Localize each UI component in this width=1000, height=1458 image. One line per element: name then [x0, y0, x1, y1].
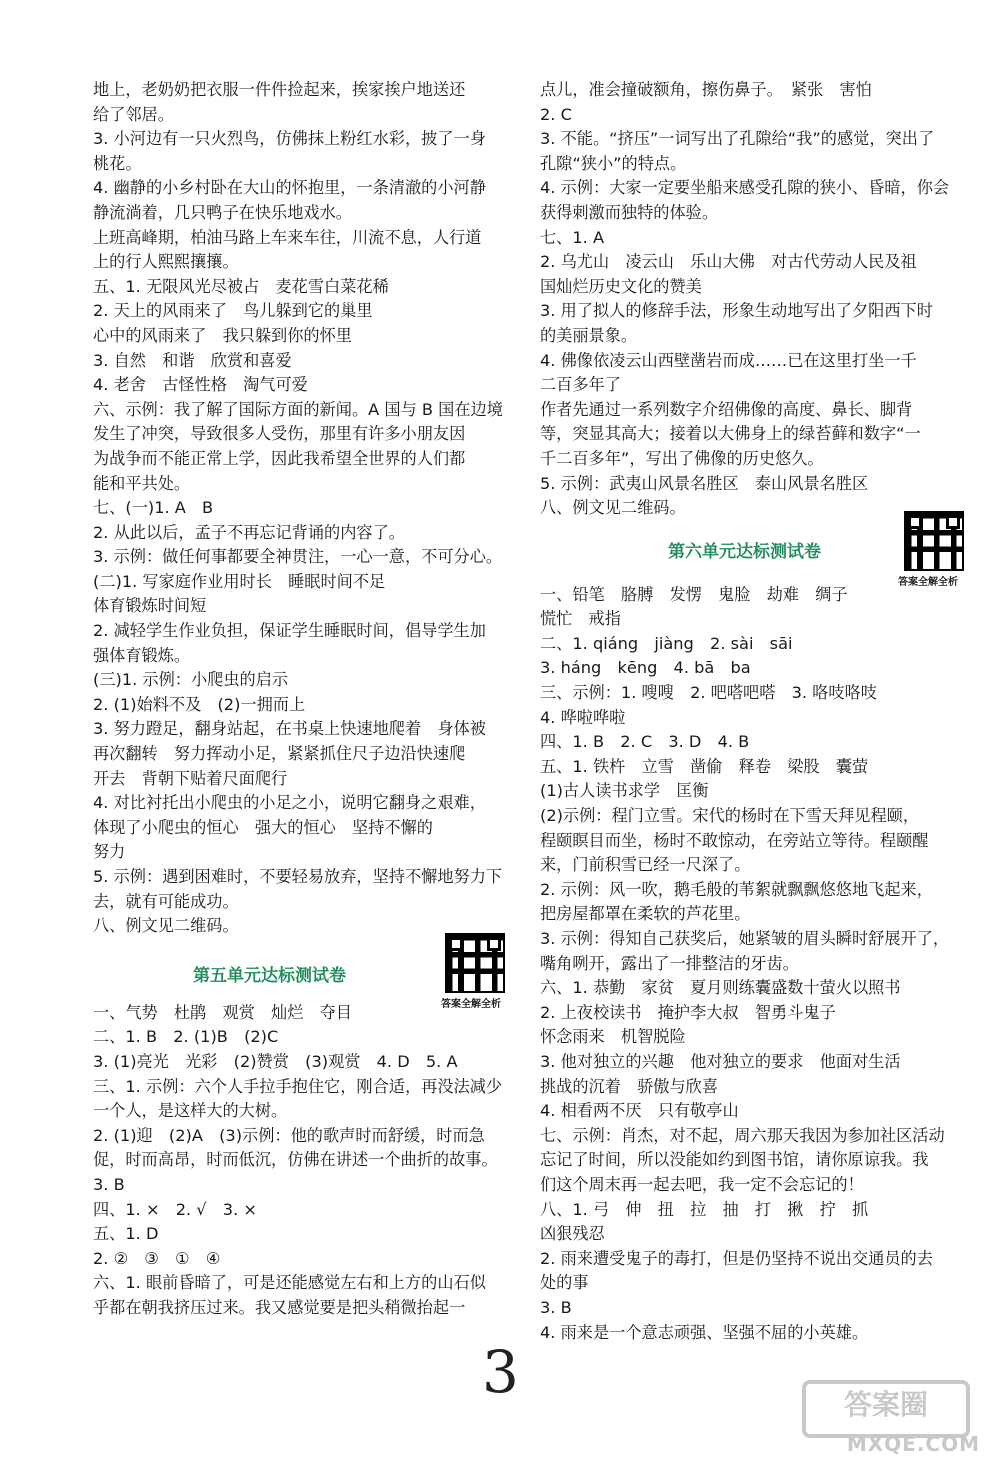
answer-line: 开去 背朝下贴着尺面爬行 [93, 768, 288, 788]
answer-line: 2. C [540, 104, 572, 124]
answer-line: 2. 示例：风一吹，鹅毛般的苇絮就飘飘悠悠地飞起来， [540, 879, 933, 899]
answer-line: 一个人，是这样大的大树。 [93, 1101, 288, 1121]
answer-line: (1)古人读书求学 匡衡 [540, 781, 709, 801]
answer-line: 努力 [93, 842, 126, 862]
watermark-logo: 答案圈 [802, 1380, 970, 1438]
answer-line: 3. 努力蹬足，翻身站起，在书桌上快速地爬着 身体被 [93, 719, 486, 739]
answer-line: 一、气势 杜鹃 观赏 灿烂 夺目 [93, 1002, 352, 1022]
qr-label: 答案全解全析 [441, 998, 501, 1010]
answer-line: 孔隙“狭小”的特点。 [540, 153, 687, 173]
answer-line: 4. 幽静的小乡村卧在大山的怀抱里，一条清澈的小河静 [93, 178, 486, 198]
answer-line: 桃花。 [93, 153, 142, 173]
section5-header [93, 939, 513, 1010]
answer-line: 发生了冲突，导致很多人受伤，那里有许多小朋友因 [93, 424, 466, 444]
answer-line: 六、1. 恭勤 家贫 夏月则练囊盛数十萤火以照书 [540, 978, 901, 998]
answer-line: 上班高峰期，柏油马路上车来车往，川流不息，人行道 [93, 227, 482, 247]
answer-line: 五、1. D [93, 1224, 159, 1244]
answer-line: 3. B [93, 1174, 125, 1194]
answer-line: 二、1. B 2. (1)B (2)C [93, 1027, 279, 1047]
answer-line: 七、1. A [540, 227, 605, 247]
answer-line: 2. 从此以后，孟子不再忘记背诵的内容了。 [93, 522, 405, 542]
right-answers-unit5 [540, 78, 970, 521]
answer-line: 3. háng kēng 4. bā ba [540, 658, 751, 678]
answer-line: 3. 自然 和谐 欣赏和喜爱 [93, 350, 292, 370]
answer-line: 上的行人熙熙攘攘。 [93, 252, 239, 272]
answer-line: 五、1. 无限风光尽被占 麦花雪白菜花稀 [93, 276, 389, 296]
answer-line: 心中的风雨来了 我只躲到你的怀里 [93, 325, 352, 345]
answer-line: 4. 老舍 古怪性格 淘气可爱 [93, 375, 308, 395]
answer-line: 乎都在朝我挤压过来。我又感觉要是把头稍微抬起一 [93, 1297, 466, 1317]
answer-line: 怀念雨来 机智脱险 [540, 1027, 686, 1047]
answer-line: 千二百多年”，写出了佛像的历史悠久。 [540, 448, 824, 468]
answer-line: 5. 示例：遇到困难时，不要轻易放弃，坚持不懈地努力下 [93, 867, 503, 886]
answer-line: 能和平共处。 [93, 473, 191, 493]
section5-title: 第五单元达标测试卷 [193, 965, 346, 986]
answer-line: (三)1. 示例：小爬虫的启示 [93, 670, 289, 690]
answer-line: 国灿烂历史文化的赞美 [540, 276, 702, 296]
answer-line: 三、1. 示例：六个人手拉手抱住它，刚合适，再没法减少 [93, 1076, 503, 1096]
answer-line: 3. 他对独立的兴趣 他对独立的要求 他面对生活 [540, 1051, 901, 1071]
answer-line: 3. 小河边有一只火烈鸟，仿佛抹上粉红水彩，披了一身 [93, 129, 486, 149]
answer-line: 5. 示例：武夷山风景名胜区 泰山风景名胜区 [540, 473, 869, 493]
answer-line: 四、1. × 2. √ 3. × [93, 1199, 257, 1219]
answer-line: 2. 乌尤山 凌云山 乐山大佛 对古代劳动人民及祖 [540, 252, 917, 272]
answer-line: 凶狠残忍 [540, 1224, 605, 1244]
answer-line: 给了邻居。 [93, 104, 174, 124]
answer-line: 七、(一)1. A B [93, 498, 214, 518]
answer-line: 四、1. B 2. C 3. D 4. B [540, 732, 750, 752]
answer-line: 4. 雨来是一个意志顽强、坚强不屈的小英雄。 [540, 1322, 869, 1342]
answer-line: 3. 示例：得知自己获奖后，她紧皱的眉头瞬时舒展开了， [540, 929, 950, 948]
answer-line: 七、示例：肖杰，对不起，周六那天我因为参加社区活动 [540, 1125, 945, 1145]
answer-line: 为战争而不能正常上学，因此我希望全世界的人们都 [93, 448, 466, 468]
answer-line: 把房屋都罩在柔软的芦花里。 [540, 904, 751, 924]
answer-line: 3. (1)亮光 光彩 (2)赞赏 (3)观赏 4. D 5. A [93, 1051, 458, 1071]
answer-line: 慌忙 戒指 [540, 609, 621, 629]
answer-line: 3. 用了拟人的修辞手法，形象生动地写出了夕阳西下时 [540, 301, 933, 321]
answer-line: 的美丽景象。 [540, 325, 638, 345]
answer-line: 2. 雨来遭受鬼子的毒打，但是仍坚持不说出交通员的去 [540, 1248, 933, 1268]
answer-line: 八、例文见二维码。 [93, 916, 239, 936]
answer-line: 4. 相看两不厌 只有敬亭山 [540, 1101, 739, 1121]
answer-line: 3. B [540, 1297, 572, 1317]
answer-line: (2)示例：程门立雪。宋代的杨时在下雪天拜见程颐， [540, 806, 920, 826]
answer-line: 六、示例：我了解了国际方面的新闻。A 国与 B 国在边境 [93, 399, 503, 419]
left-answers-unit4 [93, 78, 513, 939]
page-number: 3 [482, 1338, 519, 1406]
answer-line: 2. (1)始料不及 (2)一拥而上 [93, 694, 306, 714]
answer-line: 八、例文见二维码。 [540, 498, 686, 518]
answer-line: 3. 示例：做任何事都要全神贯注，一心一意，不可分心。 [93, 547, 503, 567]
answer-line: 4. 佛像依凌云山西壁凿岩而成……已在这里打坐一千 [540, 350, 917, 370]
answer-line: 一、铅笔 胳膊 发愣 鬼脸 劫难 绸子 [540, 584, 848, 604]
answer-line: 4. 对比衬托出小爬虫的小足之小，说明它翻身之艰难， [93, 793, 486, 813]
answer-line: 促，时而高昂，时而低沉，仿佛在讲述一个曲折的故事。 [93, 1150, 498, 1170]
answer-line: 来，门前积雪已经一尺深了。 [540, 855, 751, 875]
answer-line: 3. 不能。“挤压”一词写出了孔隙给“我”的感觉，突出了 [540, 129, 935, 149]
answer-line: 八、1. 弓 伸 扭 拉 抽 打 揪 拧 抓 [540, 1199, 869, 1219]
answer-line: 地上，老奶奶把衣服一件件捡起来，挨家挨户地送还 [93, 80, 466, 99]
answer-line: 二、1. qiáng jiàng 2. sài sāi [540, 633, 793, 653]
answer-line: 二百多年了 [540, 375, 621, 395]
qr-code-icon[interactable] [904, 511, 964, 571]
answer-line: 静流淌着，几只鸭子在快乐地戏水。 [93, 202, 352, 222]
answer-line: 处的事 [540, 1273, 589, 1293]
answer-line: 2. 上夜校读书 掩护李大叔 智勇斗鬼子 [540, 1002, 836, 1022]
qr-label: 答案全解全析 [898, 576, 958, 588]
answer-line: 4. 示例：大家一定要坐船来感受孔隙的狭小、昏暗，你会 [540, 178, 950, 198]
qr-code-icon[interactable] [445, 933, 505, 993]
section6-header [540, 521, 970, 588]
watermark-url: MXQE.COM [846, 1432, 980, 1456]
answer-line: 强体育锻炼。 [93, 645, 191, 665]
left-column [93, 78, 513, 1321]
answer-line: 2. ② ③ ① ④ [93, 1248, 221, 1268]
answer-line: 们这个周末再一起去吧，我一定不会忘记的！ [540, 1174, 864, 1194]
answer-line: 体育锻炼时间短 [93, 596, 207, 616]
answer-line: 再次翻转 努力挥动小足，紧紧抓住尺子边沿快速爬 [93, 744, 466, 764]
right-column [540, 78, 970, 1345]
answer-line: 程颐瞑目而坐，杨时不敢惊动，在旁站立等待。程颐醒 [540, 830, 929, 850]
answer-line: (二)1. 写家庭作业用时长 睡眠时间不足 [93, 571, 386, 591]
answer-line: 体现了小爬虫的恒心 强大的恒心 坚持不懈的 [93, 817, 433, 837]
answer-line: 三、示例：1. 嗖嗖 2. 吧嗒吧嗒 3. 咯吱咯吱 [540, 683, 877, 703]
answer-line: 挑战的沉着 骄傲与欣喜 [540, 1076, 719, 1096]
answer-line: 4. 哗啦哗啦 [540, 707, 626, 727]
answer-line: 去，就有可能成功。 [93, 891, 239, 911]
answer-line: 等，突显其高大；接着以大佛身上的绿苔藓和数字“一 [540, 424, 921, 444]
answer-line: 忘记了时间，所以没能如约到图书馆，请你原谅我。我 [540, 1150, 929, 1170]
answer-line: 作者先通过一系列数字介绍佛像的高度、鼻长、脚背 [540, 399, 913, 419]
section6-title: 第六单元达标测试卷 [668, 541, 821, 562]
answer-line: 2. (1)迎 (2)A (3)示例：他的歌声时而舒缓，时而急 [93, 1125, 485, 1145]
answer-line: 2. 天上的风雨来了 鸟儿躲到它的巢里 [93, 301, 373, 321]
answer-line: 2. 减轻学生作业负担，保证学生睡眠时间，倡导学生加 [93, 621, 486, 641]
answer-line: 获得刺激而独特的体验。 [540, 202, 719, 222]
left-answers-unit5 [93, 1001, 513, 1321]
answer-line: 五、1. 铁杵 立雪 凿偷 释卷 梁股 囊萤 [540, 756, 869, 776]
right-answers-unit6 [540, 583, 970, 1345]
answer-line: 六、1. 眼前昏暗了，可是还能感觉左右和上方的山石似 [93, 1273, 486, 1293]
answer-line: 点儿，准会撞破额角，擦伤鼻子。 紧张 害怕 [540, 80, 872, 99]
answer-line: 嘴角咧开，露出了一排整洁的牙齿。 [540, 953, 799, 973]
